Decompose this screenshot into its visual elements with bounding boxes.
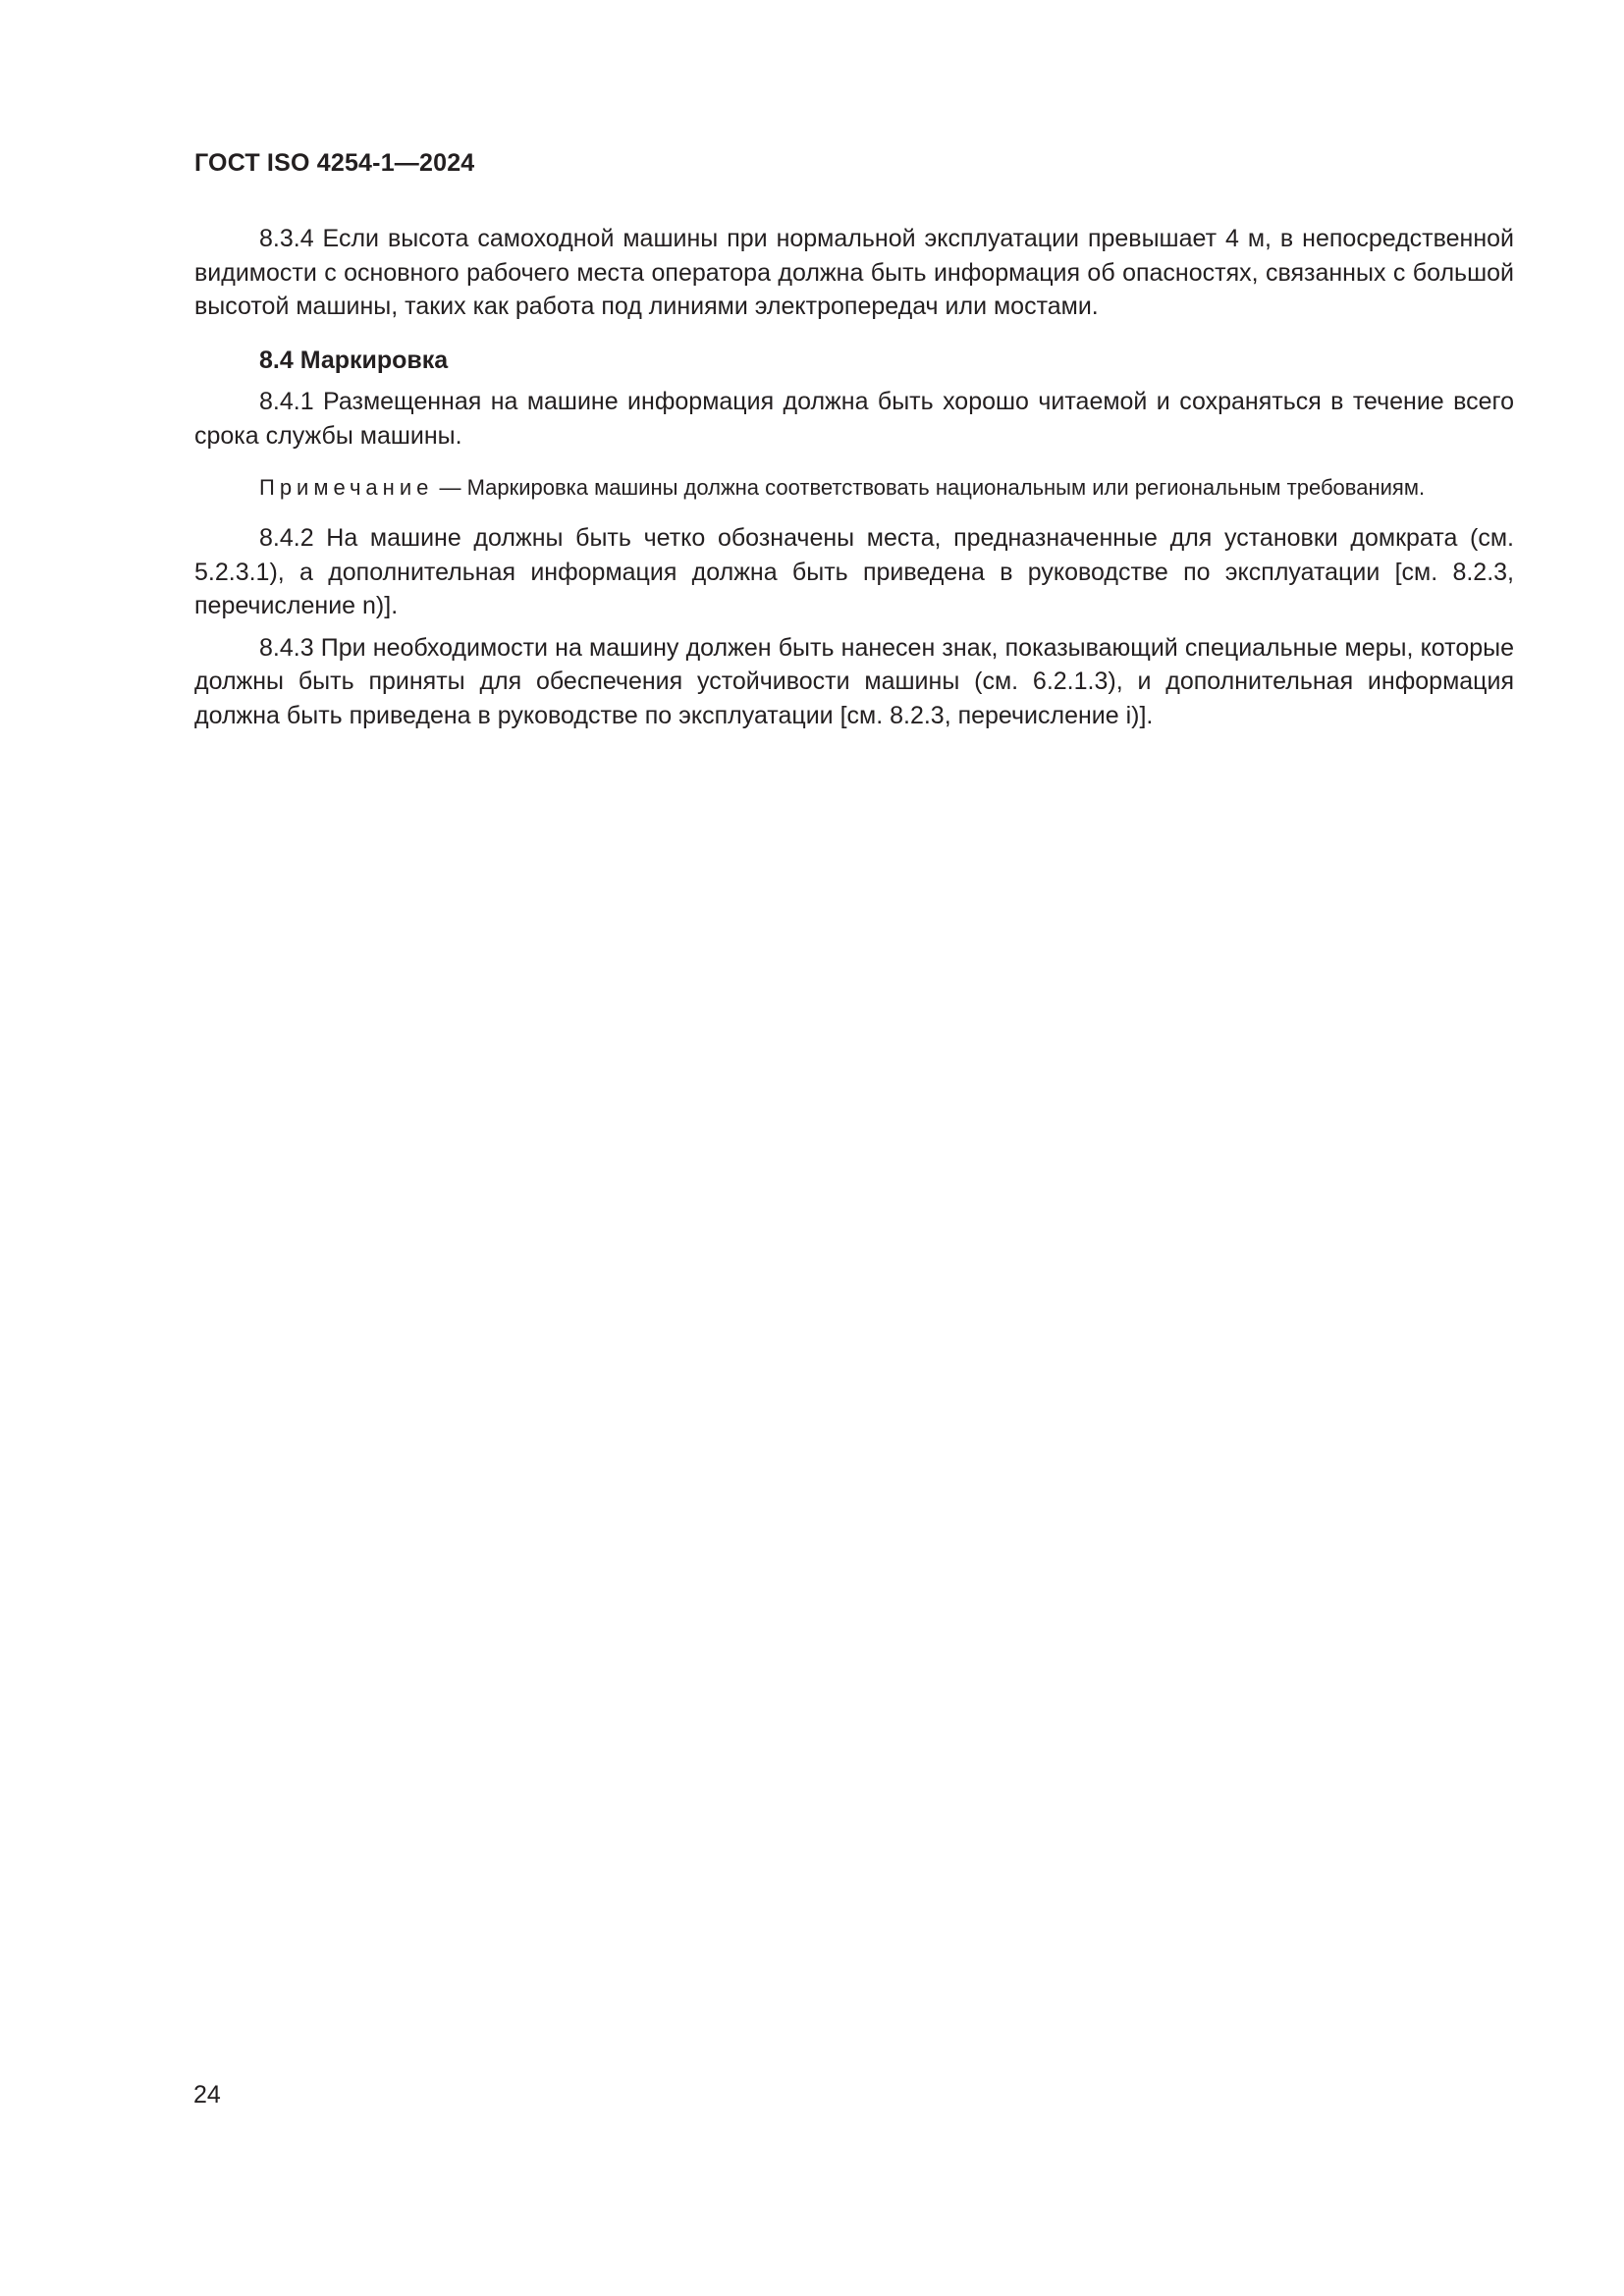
note-text: — Маркировка машины должна соответствовать национальным или региональным требованиям. [433,475,1426,500]
standard-code-header: ГОСТ ISO 4254-1—2024 [194,149,475,177]
paragraph-8-3-4: 8.3.4 Если высота самоходной машины при нормальной эксплуатации превышает 4 м, в непосредственной видимости с основного рабочего места оператора должна быть информация об опасностях, связанных с большой высотой машины, таких как работа под линиями электропередач или мостами. [194,225,1514,320]
page-number: 24 [193,2081,221,2109]
paragraph-8-4-3: 8.4.3 При необходимости на машину должен быть нанесен знак, показывающий специальные меры, которые должны быть приняты для обеспечения устойчивости машины (см. 6.2.1.3), и дополнительная информация должна быть приведена в руководстве по эксплуатации [см. 8.2.3, перечисление i)]. [194,633,1514,729]
note-paragraph [194,472,1514,504]
section-heading-8-4: 8.4 Маркировка [259,346,449,374]
paragraph-8-4-1: 8.4.1 Размещенная на машине информация должна быть хорошо читаемой и сохраняться в течение всего срока службы машины. [194,388,1514,450]
paragraph-8-4-2: 8.4.2 На машине должны быть четко обозначены места, предназначенные для установки домкрата (см. 5.2.3.1), а дополнительная информация должна быть приведена в руководстве по эксплуатации [см. 8.2.3, перечисление n)]. [194,524,1514,619]
document-body [194,222,1514,732]
note-label: Примечание [259,475,434,500]
